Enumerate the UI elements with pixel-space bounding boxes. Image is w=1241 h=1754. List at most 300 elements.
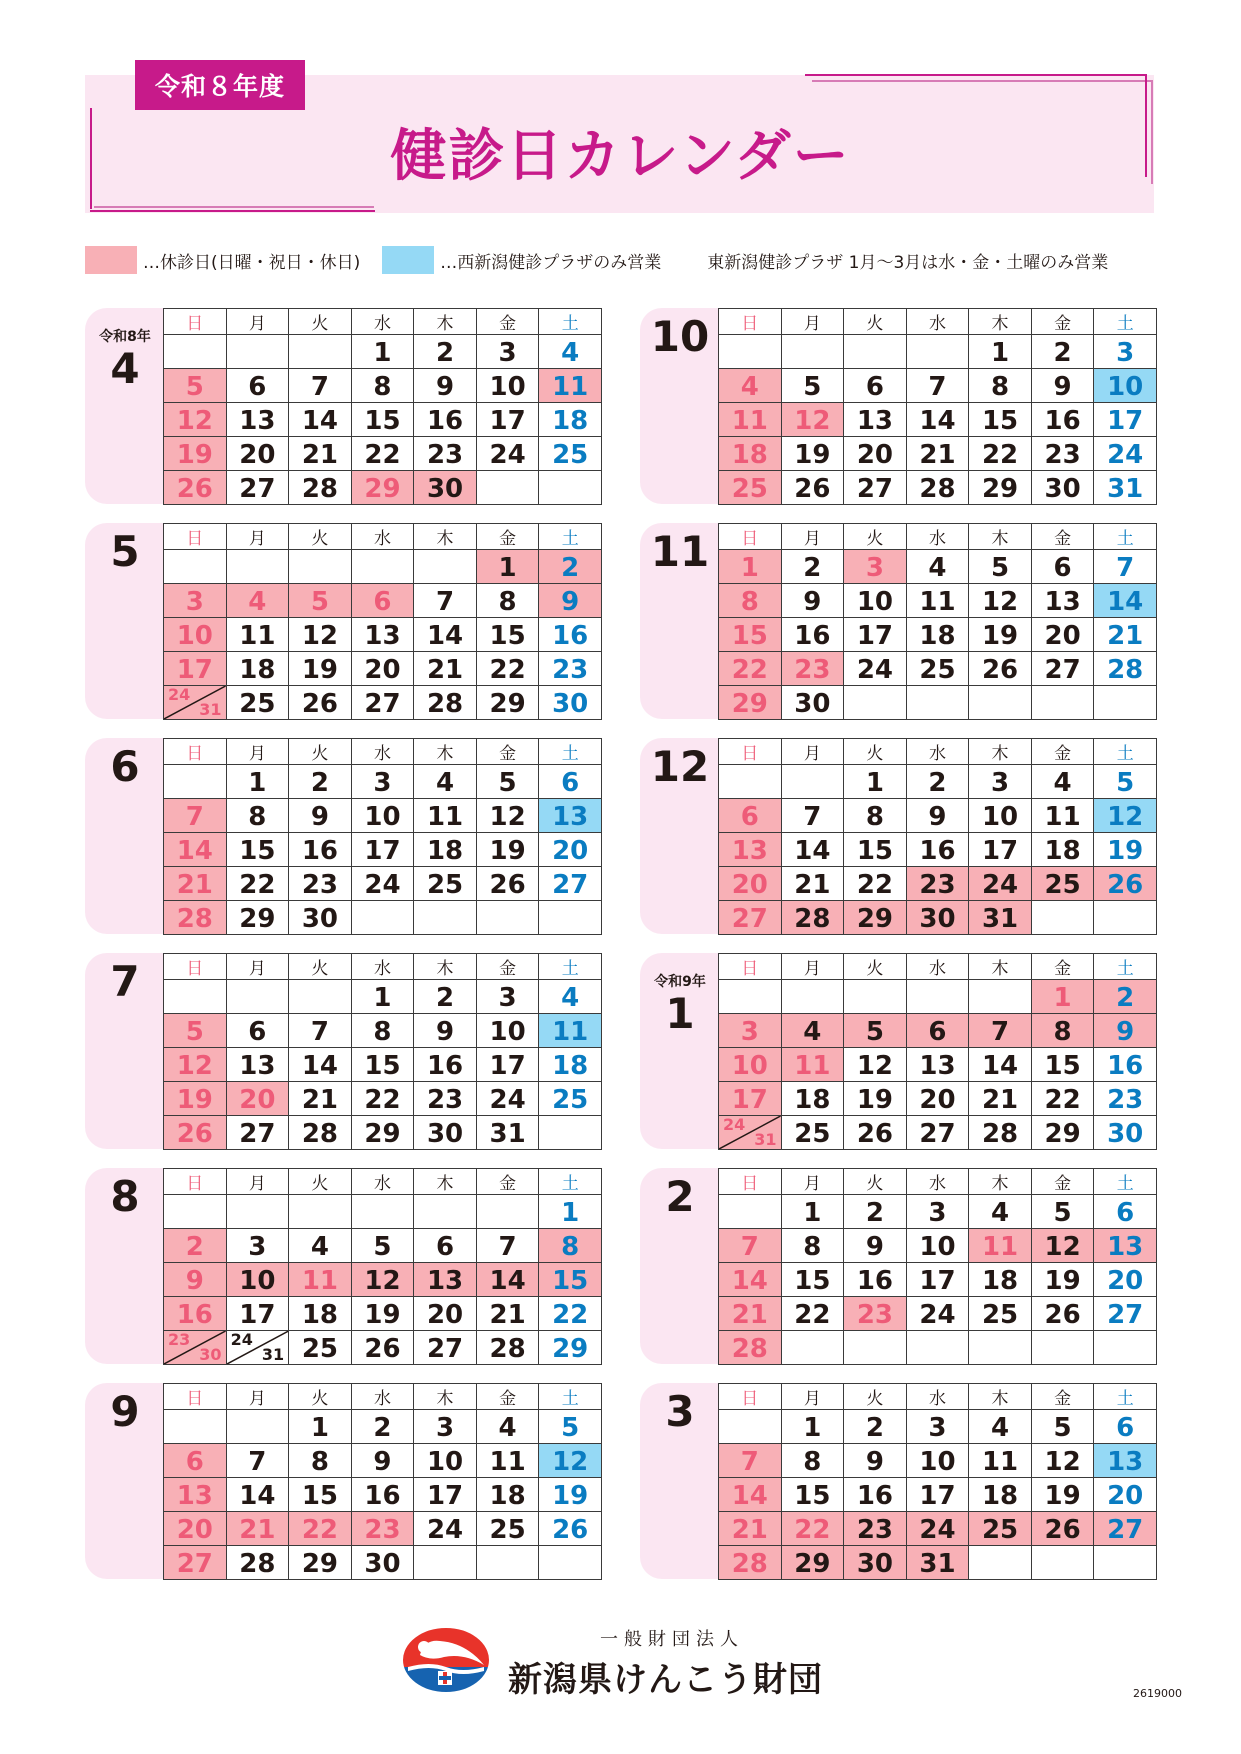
weekday-header: 木 xyxy=(969,1169,1032,1195)
day-cell: 14 xyxy=(719,1263,782,1297)
weekday-header: 金 xyxy=(1031,309,1094,335)
week-row xyxy=(164,550,602,584)
day-cell: 7 xyxy=(719,1229,782,1263)
weekday-header: 日 xyxy=(164,524,227,550)
day-cell: 18 xyxy=(226,652,289,686)
empty-cell xyxy=(969,1546,1032,1580)
week-row xyxy=(719,369,1157,403)
empty-cell xyxy=(906,1331,969,1365)
month-number: 11 xyxy=(650,527,710,576)
day-cell: 11 xyxy=(414,799,477,833)
day-cell: 13 xyxy=(906,1048,969,1082)
day-cell: 24 xyxy=(969,867,1032,901)
weekday-header: 金 xyxy=(476,524,539,550)
day-cell: 12 xyxy=(539,1444,602,1478)
day-cell: 29 xyxy=(289,1546,352,1580)
day-cell: 3 xyxy=(164,584,227,618)
weekday-header: 木 xyxy=(969,1384,1032,1410)
week-row xyxy=(719,1444,1157,1478)
day-cell: 20 xyxy=(1094,1478,1157,1512)
weekday-header: 土 xyxy=(1094,524,1157,550)
day-cell: 14 xyxy=(289,1048,352,1082)
weekday-header: 火 xyxy=(289,739,352,765)
legend-closed-label: …休診日(日曜・祝日・休日) xyxy=(143,252,361,273)
day-number: 31 xyxy=(261,1345,285,1364)
day-cell: 5 xyxy=(1031,1410,1094,1444)
empty-cell xyxy=(1031,901,1094,935)
day-cell: 23 xyxy=(844,1297,907,1331)
day-cell: 9 xyxy=(414,369,477,403)
day-cell: 3 xyxy=(1094,335,1157,369)
weekday-header: 水 xyxy=(351,954,414,980)
day-cell: 26 xyxy=(164,471,227,505)
day-cell: 26 xyxy=(844,1116,907,1150)
empty-cell xyxy=(164,550,227,584)
day-cell: 10 xyxy=(351,799,414,833)
weekday-header: 木 xyxy=(414,1384,477,1410)
day-cell: 11 xyxy=(969,1229,1032,1263)
week-row xyxy=(164,437,602,471)
empty-cell xyxy=(289,335,352,369)
day-cell: 17 xyxy=(1094,403,1157,437)
day-cell: 13 xyxy=(539,799,602,833)
empty-cell xyxy=(906,980,969,1014)
day-cell: 21 xyxy=(1094,618,1157,652)
day-number: 31 xyxy=(754,1130,777,1149)
day-cell: 18 xyxy=(539,403,602,437)
empty-cell xyxy=(351,550,414,584)
weekday-header: 月 xyxy=(781,524,844,550)
day-cell: 25 xyxy=(906,652,969,686)
day-cell: 29 xyxy=(781,1546,844,1580)
day-cell: 11 xyxy=(906,584,969,618)
day-cell: 27 xyxy=(351,686,414,720)
day-cell: 13 xyxy=(351,618,414,652)
weekday-header: 木 xyxy=(414,954,477,980)
day-cell: 11 xyxy=(226,618,289,652)
day-cell: 1 xyxy=(351,335,414,369)
day-cell: 21 xyxy=(289,1082,352,1116)
weekday-header: 土 xyxy=(539,524,602,550)
day-cell: 9 xyxy=(844,1229,907,1263)
empty-cell xyxy=(351,1195,414,1229)
day-cell: 27 xyxy=(226,1116,289,1150)
legend xyxy=(85,245,1108,275)
weekday-header: 水 xyxy=(906,1384,969,1410)
day-cell: 8 xyxy=(781,1444,844,1478)
day-cell: 15 xyxy=(719,618,782,652)
day-cell: 2 xyxy=(1031,335,1094,369)
weekday-header: 土 xyxy=(1094,309,1157,335)
weekday-header: 火 xyxy=(844,739,907,765)
day-cell: 7 xyxy=(414,584,477,618)
month-table xyxy=(718,1168,1157,1365)
day-number: 30 xyxy=(199,1345,222,1364)
day-cell: 8 xyxy=(969,369,1032,403)
day-cell: 17 xyxy=(226,1297,289,1331)
day-cell: 8 xyxy=(351,1014,414,1048)
weekday-header: 日 xyxy=(719,1384,782,1410)
weekday-header: 火 xyxy=(289,954,352,980)
empty-cell xyxy=(906,335,969,369)
day-cell: 20 xyxy=(226,437,289,471)
week-row xyxy=(719,1297,1157,1331)
weekday-header: 火 xyxy=(844,524,907,550)
day-cell: 19 xyxy=(844,1082,907,1116)
day-cell: 16 xyxy=(414,403,477,437)
day-cell: 12 xyxy=(1031,1229,1094,1263)
empty-cell xyxy=(164,980,227,1014)
day-cell: 21 xyxy=(781,867,844,901)
day-cell: 23 xyxy=(781,652,844,686)
week-row xyxy=(164,833,602,867)
week-row xyxy=(164,335,602,369)
day-cell: 9 xyxy=(414,1014,477,1048)
day-cell: 6 xyxy=(719,799,782,833)
day-cell: 25 xyxy=(969,1297,1032,1331)
day-cell: 16 xyxy=(164,1297,227,1331)
weekday-header-row xyxy=(719,1384,1157,1410)
day-cell: 15 xyxy=(539,1263,602,1297)
day-cell: 18 xyxy=(414,833,477,867)
month-block-nov xyxy=(640,523,1157,719)
day-cell: 5 xyxy=(351,1229,414,1263)
day-cell: 2 xyxy=(351,1410,414,1444)
week-row xyxy=(164,1116,602,1150)
weekday-header: 土 xyxy=(539,1169,602,1195)
weekday-header: 木 xyxy=(414,739,477,765)
weekday-header: 金 xyxy=(476,309,539,335)
day-cell: 1 xyxy=(781,1410,844,1444)
empty-cell xyxy=(476,901,539,935)
day-cell: 16 xyxy=(1031,403,1094,437)
empty-cell xyxy=(969,1331,1032,1365)
day-cell: 23 xyxy=(351,1512,414,1546)
day-cell: 6 xyxy=(1094,1195,1157,1229)
day-cell: 14 xyxy=(414,618,477,652)
week-row xyxy=(719,1048,1157,1082)
day-cell: 16 xyxy=(351,1478,414,1512)
week-row xyxy=(719,584,1157,618)
day-cell: 17 xyxy=(719,1082,782,1116)
weekday-header: 金 xyxy=(1031,739,1094,765)
week-row xyxy=(719,1331,1157,1365)
week-row xyxy=(719,799,1157,833)
day-cell: 13 xyxy=(164,1478,227,1512)
empty-cell xyxy=(844,335,907,369)
empty-cell xyxy=(1031,686,1094,720)
week-row xyxy=(719,1512,1157,1546)
day-cell: 6 xyxy=(351,584,414,618)
day-cell: 13 xyxy=(226,403,289,437)
day-cell: 21 xyxy=(719,1297,782,1331)
day-cell: 31 xyxy=(1094,471,1157,505)
day-cell: 20 xyxy=(906,1082,969,1116)
day-cell: 10 xyxy=(414,1444,477,1478)
day-cell: 7 xyxy=(164,799,227,833)
day-cell: 14 xyxy=(164,833,227,867)
weekday-header: 月 xyxy=(226,524,289,550)
era-year-label: 令和8年 xyxy=(99,329,151,345)
empty-cell xyxy=(781,980,844,1014)
day-cell: 4 xyxy=(476,1410,539,1444)
day-cell: 17 xyxy=(351,833,414,867)
day-number: 24 xyxy=(723,1115,746,1134)
day-cell: 15 xyxy=(351,1048,414,1082)
weekday-header: 水 xyxy=(351,524,414,550)
day-cell: 6 xyxy=(539,765,602,799)
day-cell: 9 xyxy=(781,584,844,618)
month-number: 4 xyxy=(110,344,140,393)
day-cell: 1 xyxy=(289,1410,352,1444)
day-cell: 7 xyxy=(476,1229,539,1263)
weekday-header-row xyxy=(719,739,1157,765)
document-code: 2619000 xyxy=(1133,1687,1182,1700)
day-cell: 4 xyxy=(719,369,782,403)
day-cell: 5 xyxy=(539,1410,602,1444)
day-cell: 1 xyxy=(476,550,539,584)
week-row xyxy=(719,1116,1157,1150)
day-cell: 27 xyxy=(164,1546,227,1580)
day-cell: 1 xyxy=(539,1195,602,1229)
day-cell: 2 xyxy=(844,1410,907,1444)
day-cell: 5 xyxy=(1031,1195,1094,1229)
day-cell: 22 xyxy=(844,867,907,901)
weekday-header: 月 xyxy=(226,309,289,335)
weekday-header: 金 xyxy=(1031,1384,1094,1410)
day-cell: 19 xyxy=(781,437,844,471)
month-number: 3 xyxy=(665,1387,695,1436)
day-cell: 9 xyxy=(289,799,352,833)
day-cell: 28 xyxy=(289,471,352,505)
empty-cell xyxy=(719,765,782,799)
day-cell: 29 xyxy=(539,1331,602,1365)
month-table xyxy=(163,308,602,505)
empty-cell xyxy=(844,686,907,720)
day-cell: 20 xyxy=(1094,1263,1157,1297)
week-row xyxy=(164,1546,602,1580)
day-cell: 15 xyxy=(226,833,289,867)
day-cell: 2 xyxy=(844,1195,907,1229)
day-cell: 19 xyxy=(164,1082,227,1116)
empty-cell xyxy=(719,1410,782,1444)
day-cell: 19 xyxy=(289,652,352,686)
day-cell: 9 xyxy=(351,1444,414,1478)
day-cell: 1 xyxy=(719,550,782,584)
day-cell: 18 xyxy=(969,1263,1032,1297)
day-cell: 22 xyxy=(226,867,289,901)
day-cell: 26 xyxy=(164,1116,227,1150)
day-cell: 26 xyxy=(1031,1297,1094,1331)
day-cell: 14 xyxy=(476,1263,539,1297)
weekday-header-row xyxy=(719,954,1157,980)
weekday-header: 木 xyxy=(969,309,1032,335)
day-cell: 20 xyxy=(719,867,782,901)
day-cell: 22 xyxy=(476,652,539,686)
weekday-header: 木 xyxy=(969,524,1032,550)
weekday-header-row xyxy=(164,1169,602,1195)
day-cell: 5 xyxy=(781,369,844,403)
day-cell: 13 xyxy=(226,1048,289,1082)
day-cell: 28 xyxy=(719,1331,782,1365)
empty-cell xyxy=(226,335,289,369)
day-cell: 4 xyxy=(289,1229,352,1263)
week-row xyxy=(719,1478,1157,1512)
week-row xyxy=(164,980,602,1014)
day-cell: 3 xyxy=(969,765,1032,799)
day-cell: 10 xyxy=(476,1014,539,1048)
day-cell: 30 xyxy=(1031,471,1094,505)
day-cell xyxy=(164,1331,227,1365)
weekday-header: 火 xyxy=(289,309,352,335)
weekday-header: 土 xyxy=(539,739,602,765)
weekday-header: 日 xyxy=(719,1169,782,1195)
day-cell: 1 xyxy=(351,980,414,1014)
day-cell: 1 xyxy=(1031,980,1094,1014)
empty-cell xyxy=(414,901,477,935)
day-cell: 4 xyxy=(539,335,602,369)
empty-cell xyxy=(476,1546,539,1580)
day-cell: 22 xyxy=(969,437,1032,471)
day-cell: 26 xyxy=(969,652,1032,686)
day-cell: 20 xyxy=(844,437,907,471)
day-cell: 5 xyxy=(164,1014,227,1048)
day-cell: 5 xyxy=(164,369,227,403)
day-cell: 3 xyxy=(476,980,539,1014)
day-cell: 17 xyxy=(476,1048,539,1082)
weekday-header: 月 xyxy=(781,1384,844,1410)
day-cell: 9 xyxy=(539,584,602,618)
weekday-header: 金 xyxy=(476,954,539,980)
week-row xyxy=(164,1048,602,1082)
day-cell: 10 xyxy=(164,618,227,652)
day-cell: 17 xyxy=(164,652,227,686)
day-cell: 23 xyxy=(414,437,477,471)
weekday-header-row xyxy=(164,524,602,550)
frame-line xyxy=(812,80,1152,82)
day-cell: 20 xyxy=(164,1512,227,1546)
day-cell: 29 xyxy=(844,901,907,935)
day-cell: 9 xyxy=(906,799,969,833)
day-cell: 7 xyxy=(226,1444,289,1478)
day-cell: 6 xyxy=(414,1229,477,1263)
day-cell: 26 xyxy=(781,471,844,505)
weekday-header: 水 xyxy=(351,739,414,765)
day-cell: 31 xyxy=(476,1116,539,1150)
weekday-header: 火 xyxy=(289,1169,352,1195)
day-cell: 24 xyxy=(906,1297,969,1331)
day-cell: 19 xyxy=(476,833,539,867)
week-row xyxy=(719,901,1157,935)
day-cell: 13 xyxy=(1094,1229,1157,1263)
foundation-logo-icon xyxy=(400,1625,492,1695)
day-cell: 8 xyxy=(539,1229,602,1263)
day-cell: 15 xyxy=(969,403,1032,437)
day-cell: 19 xyxy=(1094,833,1157,867)
day-cell: 7 xyxy=(781,799,844,833)
week-row xyxy=(719,437,1157,471)
day-cell: 14 xyxy=(1094,584,1157,618)
week-row xyxy=(164,1229,602,1263)
day-cell: 4 xyxy=(226,584,289,618)
day-cell: 14 xyxy=(719,1478,782,1512)
day-cell: 11 xyxy=(1031,799,1094,833)
day-cell: 8 xyxy=(351,369,414,403)
month-table xyxy=(163,523,602,720)
day-cell: 16 xyxy=(1094,1048,1157,1082)
day-cell: 25 xyxy=(781,1116,844,1150)
day-cell: 28 xyxy=(969,1116,1032,1150)
weekday-header: 水 xyxy=(906,524,969,550)
weekday-header: 土 xyxy=(1094,739,1157,765)
day-cell: 16 xyxy=(539,618,602,652)
day-cell: 5 xyxy=(289,584,352,618)
org-type-label: 一般財団法人 xyxy=(600,1629,744,1650)
weekday-header-row xyxy=(719,309,1157,335)
day-cell: 16 xyxy=(844,1263,907,1297)
day-cell: 15 xyxy=(781,1478,844,1512)
day-cell: 21 xyxy=(414,652,477,686)
day-cell: 29 xyxy=(351,1116,414,1150)
week-row xyxy=(164,1444,602,1478)
weekday-header: 金 xyxy=(476,1384,539,1410)
day-cell: 19 xyxy=(969,618,1032,652)
day-cell: 28 xyxy=(414,686,477,720)
day-cell: 18 xyxy=(969,1478,1032,1512)
day-cell: 12 xyxy=(781,403,844,437)
day-cell: 5 xyxy=(844,1014,907,1048)
day-cell: 4 xyxy=(906,550,969,584)
empty-cell xyxy=(1094,1331,1157,1365)
day-cell: 10 xyxy=(906,1229,969,1263)
week-row xyxy=(164,1331,602,1365)
day-cell: 14 xyxy=(969,1048,1032,1082)
day-cell: 10 xyxy=(226,1263,289,1297)
day-cell: 1 xyxy=(844,765,907,799)
month-table xyxy=(163,953,602,1150)
day-cell: 6 xyxy=(1031,550,1094,584)
month-table xyxy=(718,953,1157,1150)
day-cell: 14 xyxy=(906,403,969,437)
week-row xyxy=(164,1263,602,1297)
month-table xyxy=(163,1383,602,1580)
week-row xyxy=(719,686,1157,720)
empty-cell xyxy=(1094,686,1157,720)
empty-cell xyxy=(164,765,227,799)
day-cell: 25 xyxy=(414,867,477,901)
empty-cell xyxy=(226,550,289,584)
month-number: 10 xyxy=(650,312,710,361)
empty-cell xyxy=(414,1546,477,1580)
empty-cell xyxy=(1031,1546,1094,1580)
weekday-header: 火 xyxy=(844,954,907,980)
weekday-header: 月 xyxy=(226,1384,289,1410)
month-number: 9 xyxy=(110,1387,140,1436)
weekday-header-row xyxy=(164,309,602,335)
empty-cell xyxy=(719,1195,782,1229)
weekday-header: 土 xyxy=(539,1384,602,1410)
day-cell: 26 xyxy=(1031,1512,1094,1546)
day-cell: 16 xyxy=(289,833,352,867)
day-cell: 8 xyxy=(226,799,289,833)
day-cell: 19 xyxy=(1031,1478,1094,1512)
day-cell: 2 xyxy=(539,550,602,584)
day-cell: 17 xyxy=(414,1478,477,1512)
day-cell: 30 xyxy=(414,471,477,505)
month-table xyxy=(163,738,602,935)
day-cell: 19 xyxy=(351,1297,414,1331)
empty-cell xyxy=(164,1410,227,1444)
